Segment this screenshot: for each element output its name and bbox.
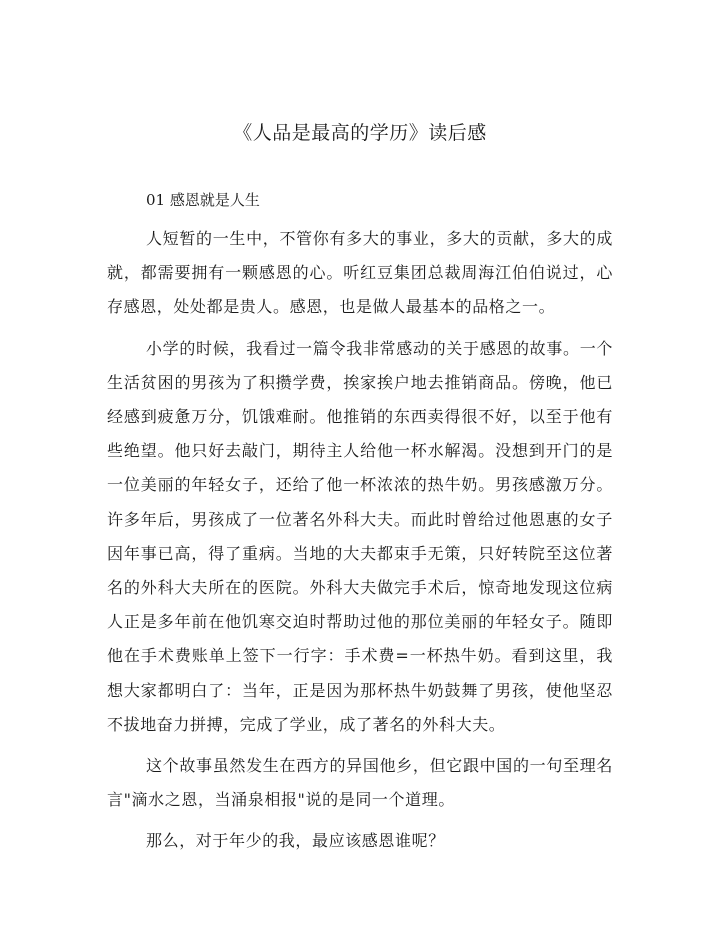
paragraph: 这个故事虽然发生在西方的异国他乡，但它跟中国的一句至理名言"滴水之恩，当涌泉相报"说的是同一个道理。 <box>107 756 613 810</box>
section-heading: 01 感恩就是人生 <box>146 191 260 209</box>
document-title: 《人品是最高的学历》读后感 <box>233 122 487 144</box>
paragraph: 小学的时候，我看过一篇令我非常感动的关于感恩的故事。一个生活贫困的男孩为了积攒学费，挨家挨户地去推销商品。傍晚，他已经感到疲惫万分，饥饿难耐。他推销的东西卖得很不好，以至于他有些绝望。他只好去敲门，期待主人给他一杯水解渴。没想到开门的是一位美丽的年轻女子，还给了他一杯浓浓的热牛奶。男孩感激万分。许多年后，男孩成了一位著名外科大夫。而此时曾给过他恩惠的女子因年事已高，得了重病。当地的大夫都束手无策，只好转院至这位著名的外科大夫所在的医院。外科大夫做完手术后，惊奇地发现这位病人正是多年前在他饥寒交迫时帮助过他的那位美丽的年轻女子。随即他在手术费账单上签下一行字：手术费=一杯热牛奶。看到这里，我想大家都明白了：当年，正是因为那杯热牛奶鼓舞了男孩，使他坚忍不拔地奋力拼搏，完成了学业，成了著名的外科大夫。 <box>107 338 613 734</box>
document-body <box>107 186 613 866</box>
paragraph: 那么，对于年少的我，最应该感恩谁呢？ <box>146 831 445 851</box>
paragraph: 人短暂的一生中，不管你有多大的事业，多大的贡献，多大的成就，都需要拥有一颗感恩的心。听红豆集团总裁周海江伯伯说过，心存感恩，处处都是贵人。感恩，也是做人最基本的品格之一。 <box>107 229 613 317</box>
